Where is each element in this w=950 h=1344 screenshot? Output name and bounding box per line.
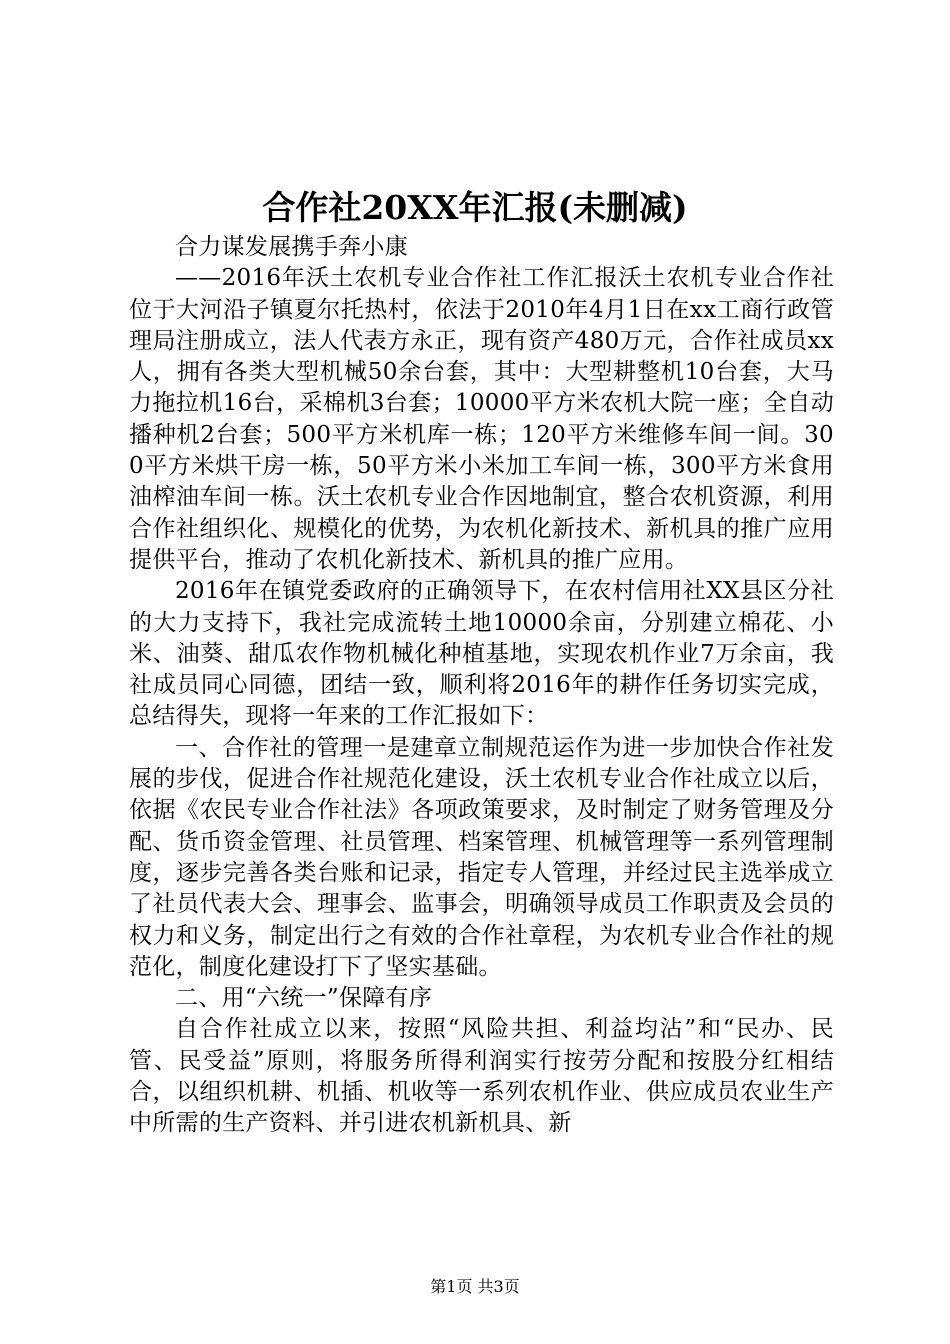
page-number-footer: 第1页 共3页 xyxy=(430,1277,520,1296)
paragraph-2016-summary: 2016年在镇党委政府的正确领导下，在农村信用社XX县区分社的大力支持下，我社完成流转土地10000余亩，分别建立棉花、小米、油葵、甜瓜农作物机械化种植基地，实现农机作业7万余亩，我社成员同心同德，团结一致，顺利将2016年的耕作任务切实完成，总结得失，现将一年来的工作汇报如下： xyxy=(129,578,834,730)
document-body xyxy=(129,232,834,1140)
paragraph-section-2-heading: 二、用“六统一”保障有序 xyxy=(175,985,433,1012)
page-title: 合作社20XX年汇报(未删减) xyxy=(262,188,688,227)
paragraph-intro: ——2016年沃土农机专业合作社工作汇报沃土农机专业合作社位于大河沿子镇夏尔托热村，依法于2010年4月1日在xx工商行政管理局注册成立，法人代表方永正，现有资产480万元，合作社成员xx人，拥有各类大型机械50余台套，其中：大型耕整机10台套，大马力拖拉机16台，采棉机3台套；10000平方米农机大院一座；全自动播种机2台套；500平方米机库一栋；120平方米维修车间一间。300平方米烘干房一栋，50平方米小米加工车间一栋，300平方米食用油榨油车间一栋。沃土农机专业合作因地制宜，整合农机资源，利用合作社组织化、规模化的优势，为农机化新技术、新机具的推广应用提供平台，推动了农机化新技术、新机具的推广应用。 xyxy=(129,265,834,573)
paragraph-section-1: 一、合作社的管理一是建章立制规范运作为进一步加快合作社发展的步伐，促进合作社规范化建设，沃土农机专业合作社成立以后，依据《农民专业合作社法》各项政策要求，及时制定了财务管理及分配、货币资金管理、社员管理、档案管理、机械管理等一系列管理制度，逐步完善各类台账和记录，指定专人管理，并经过民主选举成立了社员代表大会、理事会、监事会，明确领导成员工作职责及会员的权力和义务，制定出行之有效的合作社章程，为农机专业合作社的规范化，制度化建设打下了坚实基础。 xyxy=(129,734,834,980)
paragraph-subtitle: 合力谋发展携手奔小康 xyxy=(175,234,408,260)
paragraph-section-2-body: 自合作社成立以来，按照“风险共担、利益均沾”和“民办、民管、民受益”原则，将服务所得利润实行按劳分配和按股分红相结合，以组织机耕、机插、机收等一系列农机作业、供应成员农业生产中所需的生产资料、并引进农机新机具、新 xyxy=(129,1016,834,1137)
